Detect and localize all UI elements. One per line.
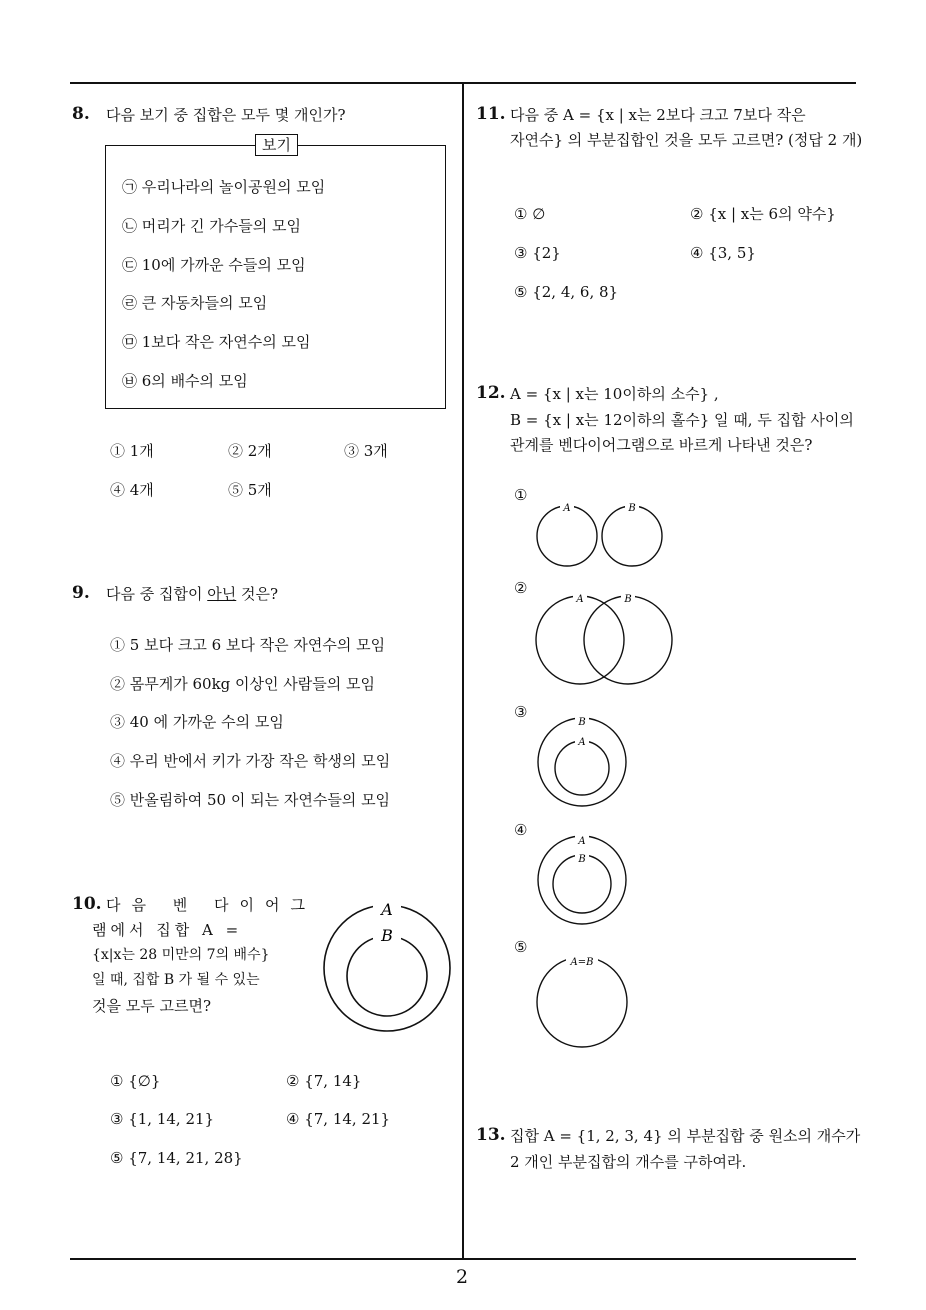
q11-choice[interactable]: ④ {3, 5} [690, 244, 756, 262]
q9-choice[interactable]: ① 5 보다 크고 6 보다 작은 자연수의 모임 [110, 636, 386, 654]
q12-option2-diagram [530, 588, 680, 693]
q12-option3-diagram [530, 712, 640, 807]
q10-set-a-circle [324, 905, 450, 1031]
q9-choice[interactable]: ③ 40 에 가까운 수의 모임 [110, 713, 284, 731]
q11-choice[interactable]: ⑤ {2, 4, 6, 8} [514, 283, 619, 301]
q11-choice[interactable]: ② {x | x는 6의 약수} [690, 205, 836, 223]
q12-label-ab: A=B [570, 957, 594, 968]
q10-choice[interactable]: ⑤ {7, 14, 21, 28} [110, 1149, 243, 1167]
q12-option4-diagram [530, 830, 640, 925]
q10-set-b-circle [347, 936, 427, 1016]
q8-item: ㉠ 우리나라의 놀이공원의 모임 [122, 178, 326, 196]
q8-item: ㉢ 10에 가까운 수들의 모임 [122, 256, 306, 274]
q12-choice[interactable]: ① [514, 486, 528, 504]
q10-line: {x|x는 28 미만의 7의 배수} [92, 947, 270, 963]
q10-choice[interactable]: ④ {7, 14, 21} [286, 1110, 391, 1128]
q10-choice[interactable]: ② {7, 14} [286, 1072, 362, 1090]
q10-choice[interactable]: ① {∅} [110, 1072, 161, 1090]
q12-label-b: B [624, 594, 632, 605]
q12-choice[interactable]: ④ [514, 821, 528, 839]
q12-option5-diagram [530, 950, 640, 1050]
q10-line: 일 때, 집합 B 가 될 수 있는 [92, 972, 260, 988]
q12-label-a: A [578, 836, 586, 847]
q12-label-a: A [578, 737, 586, 748]
q10-line: 램에서 집합 A = [92, 921, 243, 939]
q8-choice[interactable]: ⑤ 5개 [228, 481, 272, 499]
q8-choice[interactable]: ④ 4개 [110, 481, 154, 499]
q9-choice[interactable]: ④ 우리 반에서 키가 가장 작은 학생의 모임 [110, 752, 391, 770]
q9-choice[interactable]: ⑤ 반올림하여 50 이 되는 자연수들의 모임 [110, 791, 391, 809]
q10-line: 것을 모두 고르면? [92, 997, 212, 1015]
q10-choice[interactable]: ③ {1, 14, 21} [110, 1110, 215, 1128]
q12-label-b: B [628, 503, 636, 514]
q8-item: ㉡ 머리가 긴 가수들의 모임 [122, 217, 301, 235]
q13-line: 집합 A = {1, 2, 3, 4} 의 부분집합 중 원소의 개수가 [510, 1127, 861, 1145]
q8-item: ㉣ 큰 자동차들의 모임 [122, 294, 268, 312]
page-number: 2 [456, 1266, 469, 1288]
q8-number: 8. [72, 104, 90, 124]
q9-choice[interactable]: ② 몸무게가 60kg 이상인 사람들의 모임 [110, 675, 375, 693]
q10-line: 다음 벤 다이어그 [106, 896, 316, 914]
q11-number: 11. [476, 104, 506, 124]
q9-number: 9. [72, 583, 90, 603]
q10-number: 10. [72, 894, 102, 914]
q12-choice[interactable]: ⑤ [514, 938, 528, 956]
q9-text [106, 584, 278, 604]
q11-choice[interactable]: ③ {2} [514, 244, 561, 262]
q9-text-before: 다음 중 집합이 [106, 585, 208, 603]
q13-line: 2 개인 부분집합의 개수를 구하여라. [510, 1153, 747, 1171]
q8-choice[interactable]: ③ 3개 [344, 442, 388, 460]
q12-choice[interactable]: ③ [514, 703, 528, 721]
q12-number: 12. [476, 383, 506, 403]
q8-text: 다음 보기 중 집합은 모두 몇 개인가? [106, 106, 346, 124]
bottom-rule [70, 1258, 856, 1260]
q12-choice[interactable]: ② [514, 579, 528, 597]
q12-line: B = {x | x는 12이하의 홀수} 일 때, 두 집합 사이의 [510, 411, 854, 429]
q8-item: ㉥ 6의 배수의 모임 [122, 372, 248, 390]
q10-venn-diagram [320, 895, 465, 1045]
q9-text-after: 것은? [236, 585, 279, 603]
q10-label-b: B [381, 926, 393, 945]
q12-line: 관계를 벤다이어그램으로 바르게 나타낸 것은? [510, 436, 813, 454]
q12-line: A = {x | x는 10이하의 소수} , [510, 385, 719, 403]
q11-line: 다음 중 A = {x | x는 2보다 크고 7보다 작은 [510, 106, 806, 124]
q12-label-a: A [576, 594, 584, 605]
q13-number: 13. [476, 1125, 506, 1145]
q8-item: ㉤ 1보다 작은 자연수의 모임 [122, 333, 311, 351]
column-divider [462, 82, 464, 1259]
q11-line: 자연수} 의 부분집합인 것을 모두 고르면? (정답 2 개) [510, 131, 863, 149]
q8-choice[interactable]: ① 1개 [110, 442, 154, 460]
q10-label-a: A [381, 900, 393, 919]
q8-choice[interactable]: ② 2개 [228, 442, 272, 460]
q8-bogi-label: 보기 [255, 134, 298, 156]
q11-choice[interactable]: ① ∅ [514, 205, 546, 223]
q12-label-b: B [578, 717, 586, 728]
q12-label-b: B [578, 854, 586, 865]
q12-option1-diagram [530, 498, 670, 573]
q12-label-a: A [563, 503, 571, 514]
q9-text-underlined: 아닌 [207, 585, 237, 603]
